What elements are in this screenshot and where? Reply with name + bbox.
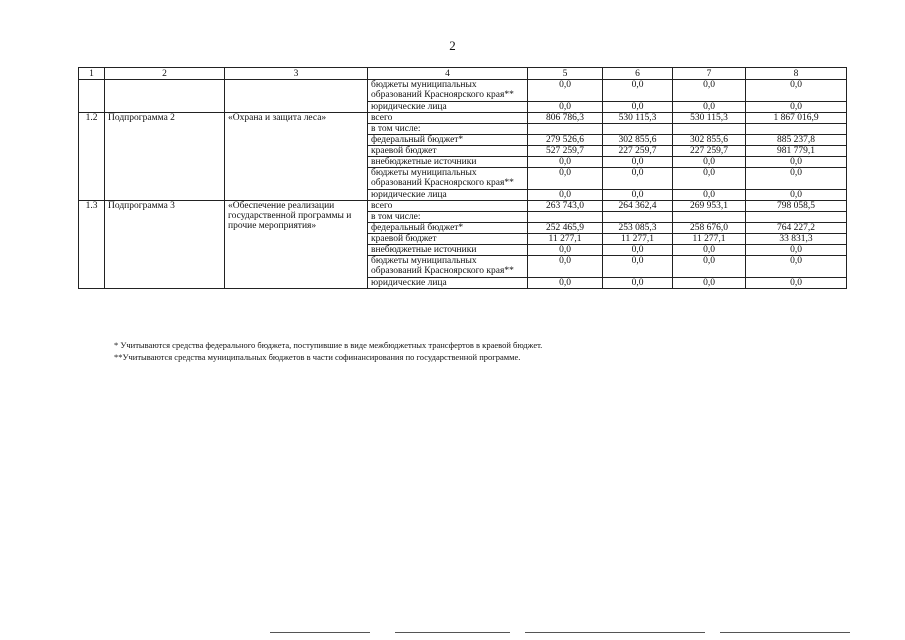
value-cell: 0,0 (673, 278, 746, 289)
source-cell: в том числе: (368, 124, 528, 135)
value-cell: 0,0 (528, 80, 603, 102)
value-cell: 279 526,6 (528, 135, 603, 146)
value-cell: 0,0 (746, 245, 847, 256)
value-cell: 263 743,0 (528, 201, 603, 212)
header-cell: 7 (673, 68, 746, 80)
source-cell: федеральный бюджет* (368, 135, 528, 146)
source-cell: краевой бюджет (368, 146, 528, 157)
source-cell: краевой бюджет (368, 234, 528, 245)
value-cell: 0,0 (673, 168, 746, 190)
value-cell: 0,0 (603, 157, 673, 168)
value-cell: 252 465,9 (528, 223, 603, 234)
value-cell: 527 259,7 (528, 146, 603, 157)
header-cell: 4 (368, 68, 528, 80)
value-cell: 264 362,4 (603, 201, 673, 212)
value-cell: 0,0 (603, 256, 673, 278)
value-cell: 806 786,3 (528, 113, 603, 124)
value-cell: 0,0 (603, 80, 673, 102)
value-cell: 227 259,7 (603, 146, 673, 157)
value-cell: 302 855,6 (603, 135, 673, 146)
source-cell: федеральный бюджет* (368, 223, 528, 234)
value-cell: 0,0 (673, 245, 746, 256)
scan-edge-line (525, 632, 705, 633)
value-cell: 885 237,8 (746, 135, 847, 146)
value-cell: 0,0 (746, 278, 847, 289)
value-cell: 11 277,1 (673, 234, 746, 245)
source-cell: юридические лица (368, 190, 528, 201)
table-row (79, 80, 847, 102)
financing-table (78, 67, 847, 289)
source-cell: бюджеты муниципальных образований Красноярского края** (368, 80, 528, 102)
header-cell: 6 (603, 68, 673, 80)
status-cell: Подпрограмма 2 (105, 113, 225, 201)
value-cell: 0,0 (603, 278, 673, 289)
table-row (79, 113, 847, 124)
value-cell: 0,0 (746, 102, 847, 113)
source-cell: внебюджетные источники (368, 245, 528, 256)
number-cell: 1.3 (79, 201, 105, 289)
value-cell: 0,0 (746, 256, 847, 278)
value-cell: 0,0 (528, 168, 603, 190)
value-cell: 0,0 (673, 80, 746, 102)
footnote-municipal: **Учитываются средства муниципальных бюджетов в части софинансирования по государственной программе. (114, 352, 521, 362)
status-cell: Подпрограмма 3 (105, 201, 225, 289)
value-cell (746, 212, 847, 223)
value-cell: 0,0 (746, 190, 847, 201)
value-cell (528, 212, 603, 223)
value-cell: 1 867 016,9 (746, 113, 847, 124)
status-cell (105, 80, 225, 113)
value-cell (603, 212, 673, 223)
value-cell: 0,0 (746, 168, 847, 190)
value-cell: 0,0 (528, 190, 603, 201)
value-cell (528, 124, 603, 135)
name-cell (225, 80, 368, 113)
header-cell: 2 (105, 68, 225, 80)
name-cell: «Охрана и защита леса» (225, 113, 368, 201)
source-cell: бюджеты муниципальных образований Красноярского края** (368, 256, 528, 278)
value-cell: 530 115,3 (673, 113, 746, 124)
value-cell: 0,0 (528, 245, 603, 256)
value-cell: 0,0 (603, 190, 673, 201)
value-cell: 227 259,7 (673, 146, 746, 157)
number-cell (79, 80, 105, 113)
value-cell: 0,0 (673, 157, 746, 168)
value-cell: 11 277,1 (603, 234, 673, 245)
value-cell (746, 124, 847, 135)
header-row (79, 68, 847, 80)
value-cell: 269 953,1 (673, 201, 746, 212)
value-cell: 0,0 (603, 102, 673, 113)
value-cell (673, 212, 746, 223)
value-cell: 0,0 (603, 168, 673, 190)
value-cell: 0,0 (673, 190, 746, 201)
value-cell: 0,0 (528, 256, 603, 278)
value-cell (603, 124, 673, 135)
value-cell: 33 831,3 (746, 234, 847, 245)
value-cell: 0,0 (673, 102, 746, 113)
footnotes (114, 339, 542, 363)
source-cell: всего (368, 113, 528, 124)
value-cell: 981 779,1 (746, 146, 847, 157)
source-cell: юридические лица (368, 102, 528, 113)
value-cell: 258 676,0 (673, 223, 746, 234)
value-cell: 0,0 (673, 256, 746, 278)
header-cell: 8 (746, 68, 847, 80)
table-row (79, 201, 847, 212)
source-cell: внебюджетные источники (368, 157, 528, 168)
header-cell: 5 (528, 68, 603, 80)
source-cell: в том числе: (368, 212, 528, 223)
source-cell: всего (368, 201, 528, 212)
value-cell: 11 277,1 (528, 234, 603, 245)
value-cell: 302 855,6 (673, 135, 746, 146)
value-cell: 0,0 (528, 278, 603, 289)
source-cell: юридические лица (368, 278, 528, 289)
name-cell: «Обеспечение реализации государственной программы и прочие мероприятия» (225, 201, 368, 289)
value-cell: 0,0 (528, 102, 603, 113)
value-cell: 253 085,3 (603, 223, 673, 234)
page-number: 2 (449, 38, 456, 53)
value-cell: 0,0 (746, 80, 847, 102)
value-cell: 0,0 (528, 157, 603, 168)
value-cell: 798 058,5 (746, 201, 847, 212)
value-cell (673, 124, 746, 135)
footnote-federal: * Учитываются средства федерального бюджета, поступившие в виде межбюджетных трансфертов в краевой бюджет. (114, 340, 543, 350)
value-cell: 530 115,3 (603, 113, 673, 124)
scan-edge-line (395, 632, 510, 633)
value-cell: 0,0 (603, 245, 673, 256)
number-cell: 1.2 (79, 113, 105, 201)
scan-edge-line (720, 632, 850, 633)
source-cell: бюджеты муниципальных образований Красноярского края** (368, 168, 528, 190)
header-cell: 1 (79, 68, 105, 80)
value-cell: 764 227,2 (746, 223, 847, 234)
header-cell: 3 (225, 68, 368, 80)
scan-edge-line (270, 632, 370, 633)
value-cell: 0,0 (746, 157, 847, 168)
